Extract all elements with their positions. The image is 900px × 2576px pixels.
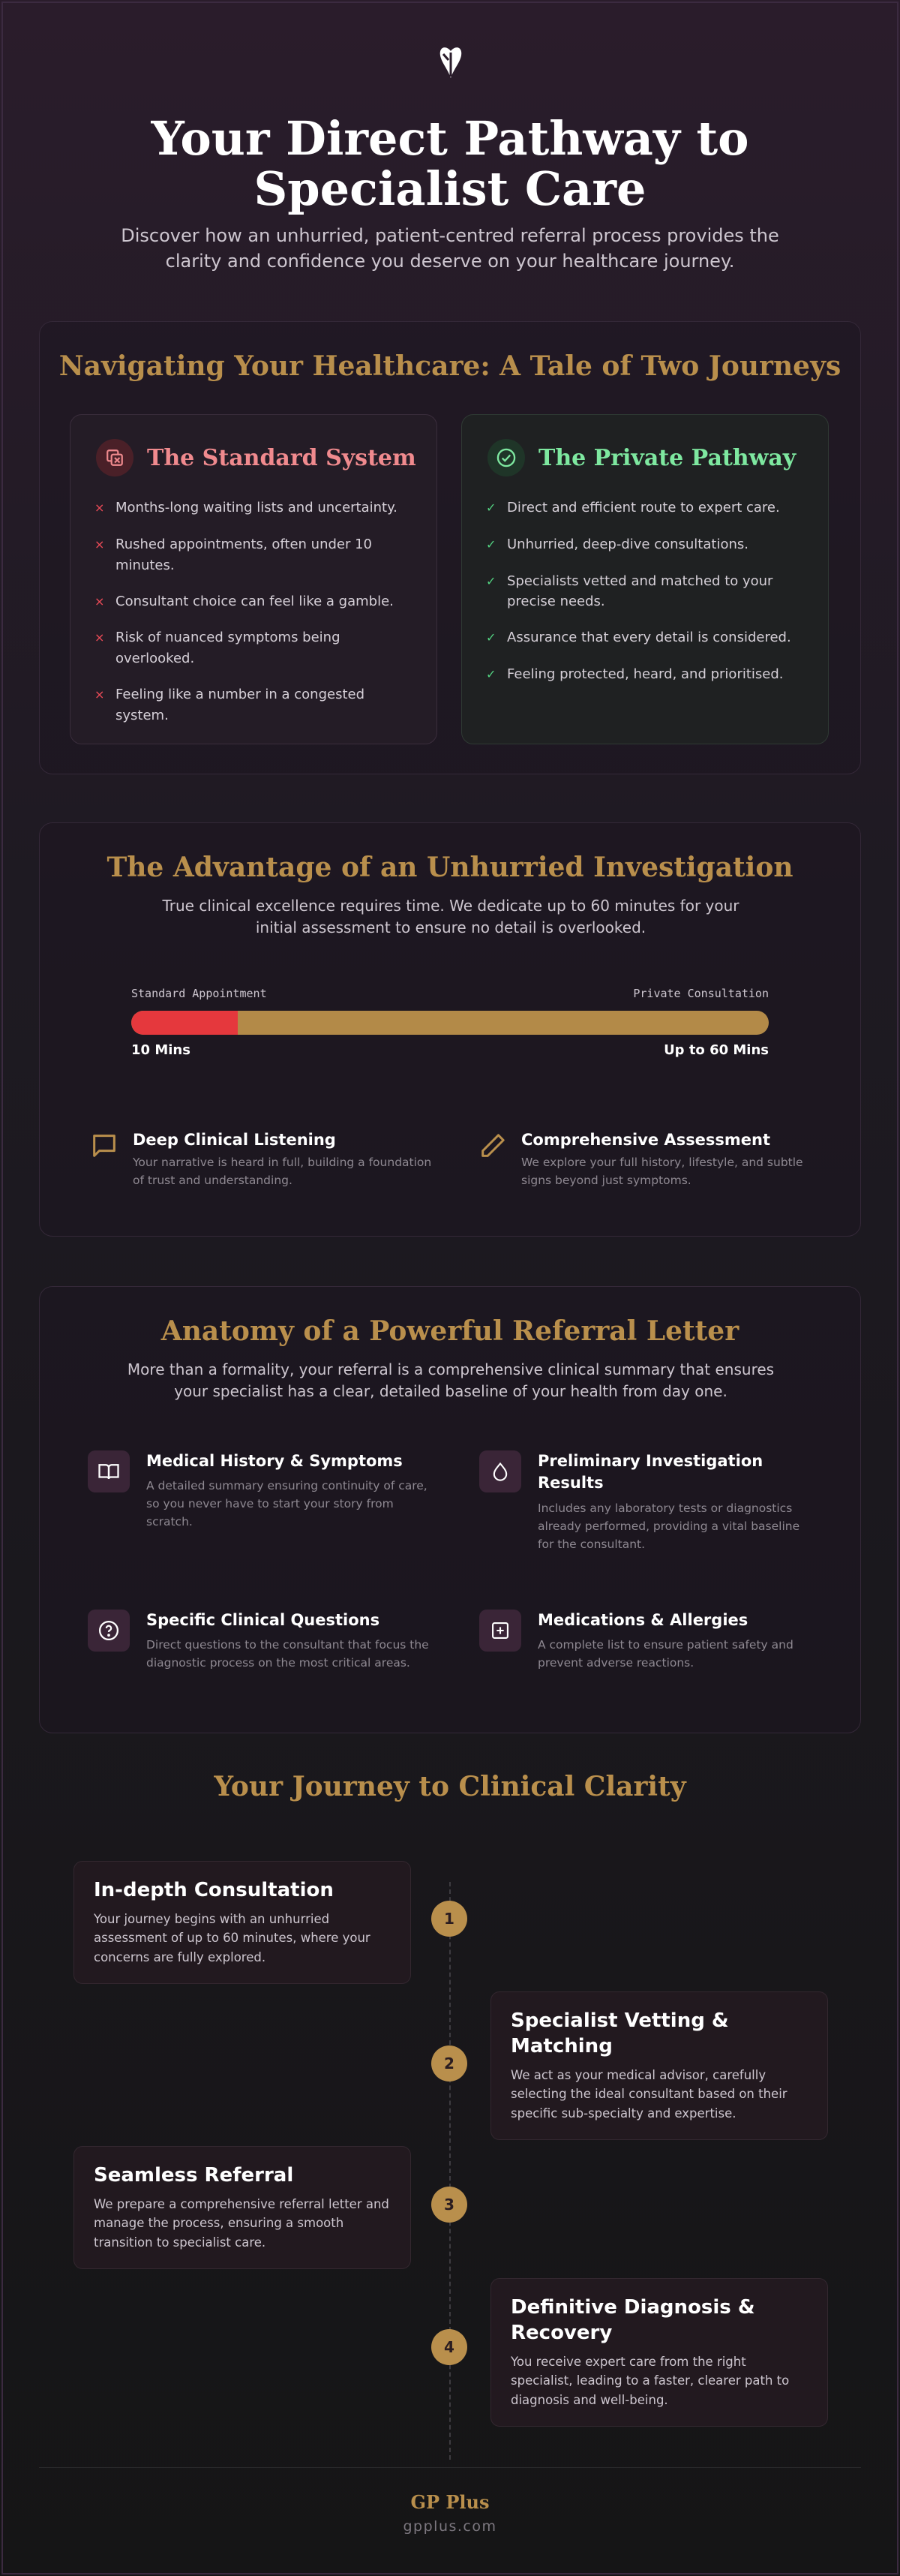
cross-icon: × xyxy=(94,594,105,609)
journeys-title: Navigating Your Healthcare: A Tale of Two Journeys xyxy=(58,350,842,382)
time-comparison-bar xyxy=(131,1011,769,1035)
list-item: × Rushed appointments, often under 10 minutes. xyxy=(94,534,417,576)
page-title: Your Direct Pathway to Specialist Care xyxy=(151,111,749,216)
list-item: × Feeling like a number in a congested system. xyxy=(94,684,417,726)
list-item: ✓ Unhurried, deep-dive consultations. xyxy=(486,534,808,556)
letter-item-desc: A complete list to ensure patient safety and prevent adverse reactions. xyxy=(538,1638,794,1670)
advantage-subtitle: True clinical excellence requires time. We dedicate up to 60 minutes for your initial assessment to ensure no detail is overlooked. xyxy=(162,897,740,936)
feature-comprehensive-assessment xyxy=(478,1131,830,1189)
private-time-value: Up to 60 Mins xyxy=(664,1042,769,1058)
feature-title: Deep Clinical Listening xyxy=(133,1131,336,1149)
check-circle-icon xyxy=(488,439,525,476)
timeline-step-2 xyxy=(490,1991,828,2140)
footer-divider xyxy=(39,2467,861,2468)
check-icon: ✓ xyxy=(486,630,496,645)
standard-system-card xyxy=(70,414,437,744)
advantage-section xyxy=(39,822,861,1237)
journeys-section xyxy=(39,321,861,774)
timeline-step-desc: Your journey begins with an unhurried assessment of up to 60 minutes, where your concerns are fully explored. xyxy=(94,1911,370,1964)
standard-appointment-label: Standard Appointment xyxy=(131,987,267,1000)
check-icon: ✓ xyxy=(486,500,496,515)
list-item: × Risk of nuanced symptoms being overlooked. xyxy=(94,627,417,669)
standard-system-list xyxy=(94,497,417,741)
list-item: ✓ Assurance that every detail is considered. xyxy=(486,627,808,649)
timeline-step-desc: We act as your medical advisor, carefully selecting the ideal consultant based on their specific sub-specialty and expertise. xyxy=(511,2067,788,2121)
letter-item-title: Medications & Allergies xyxy=(538,1611,748,1629)
timeline-step-1 xyxy=(74,1861,411,1984)
list-item: ✓ Direct and efficient route to expert care. xyxy=(486,497,808,519)
cross-icon: × xyxy=(94,537,105,552)
list-item: ✓ Feeling protected, heard, and prioritised. xyxy=(486,664,808,686)
feature-title: Comprehensive Assessment xyxy=(521,1131,771,1149)
standard-time-value: 10 Mins xyxy=(131,1042,190,1058)
letter-item-desc: Includes any laboratory tests or diagnostics already performed, providing a vital baseline for the consultant. xyxy=(538,1501,800,1551)
timeline-step-number: 3 xyxy=(431,2187,467,2223)
timeline-step-desc: We prepare a comprehensive referral letter and manage the process, ensuring a smooth transition to specialist care. xyxy=(94,2196,389,2250)
timeline-step-title: In-depth Consultation xyxy=(94,1879,334,1901)
copy-icon xyxy=(96,439,134,476)
letter-item-desc: Direct questions to the consultant that focus the diagnostic process on the most critical areas. xyxy=(146,1638,429,1670)
chat-bubble-icon xyxy=(89,1131,119,1161)
letter-item-desc: A detailed summary ensuring continuity of care, so you never have to start your story from scratch. xyxy=(146,1479,428,1529)
footer-brand: GP Plus xyxy=(410,2491,490,2513)
timeline-step-desc: You receive expert care from the right specialist, leading to a faster, clearer path to diagnosis and well-being. xyxy=(511,2354,790,2407)
referral-letter-title: Anatomy of a Powerful Referral Letter xyxy=(160,1315,740,1347)
private-pathway-card xyxy=(461,414,829,744)
feature-deep-listening xyxy=(89,1131,442,1189)
heart-shield-logo xyxy=(439,44,463,81)
list-item: ✓ Specialists vetted and matched to your precise needs. xyxy=(486,571,808,613)
timeline-step-number: 1 xyxy=(431,1901,467,1937)
cross-icon: × xyxy=(94,687,105,702)
private-consultation-label: Private Consultation xyxy=(633,987,769,1000)
standard-system-header xyxy=(96,439,416,476)
bar-labels xyxy=(131,987,769,1000)
letter-item-title: Medical History & Symptoms xyxy=(146,1452,403,1470)
page-subtitle: Discover how an unhurried, patient-centred referral process provides the clarity and confidence you deserve on your healthcare journey. xyxy=(121,225,779,272)
timeline-step-3 xyxy=(74,2146,411,2269)
book-icon xyxy=(88,1450,130,1492)
feature-desc: Your narrative is heard in full, building a foundation of trust and understanding. xyxy=(133,1156,432,1188)
footer-url[interactable]: gpplus.com xyxy=(403,2518,497,2535)
timeline-step-title: Specialist Vetting & Matching xyxy=(511,2009,729,2057)
list-item: × Months-long waiting lists and uncertainty. xyxy=(94,497,417,519)
timeline-step-number: 2 xyxy=(431,2045,467,2082)
check-icon: ✓ xyxy=(486,537,496,552)
bar-values xyxy=(131,1042,769,1058)
cross-icon: × xyxy=(94,500,105,515)
plus-square-icon xyxy=(479,1610,521,1652)
timeline-step-4 xyxy=(490,2278,828,2427)
letter-item-investigations xyxy=(479,1450,817,1553)
private-pathway-list xyxy=(486,497,808,701)
referral-letter-section xyxy=(39,1286,861,1733)
list-item: × Consultant choice can feel like a gamble. xyxy=(94,591,417,613)
letter-item-questions xyxy=(88,1610,433,1672)
timeline-step-title: Definitive Diagnosis & Recovery xyxy=(511,2296,755,2344)
timeline-line xyxy=(449,1882,451,2460)
check-icon: ✓ xyxy=(486,667,496,682)
standard-time-fill xyxy=(131,1011,238,1035)
private-pathway-header xyxy=(488,439,796,476)
check-icon: ✓ xyxy=(486,573,496,588)
timeline-step-number: 4 xyxy=(431,2329,467,2365)
cross-icon: × xyxy=(94,630,105,645)
letter-item-title: Specific Clinical Questions xyxy=(146,1611,380,1629)
pencil-icon xyxy=(478,1131,508,1161)
timeline-title: Your Journey to Clinical Clarity xyxy=(214,1771,686,1802)
droplet-icon xyxy=(479,1450,521,1492)
standard-system-title: The Standard System xyxy=(147,444,416,471)
advantage-title: The Advantage of an Unhurried Investigation xyxy=(106,852,794,883)
timeline-step-title: Seamless Referral xyxy=(94,2164,294,2187)
private-pathway-title: The Private Pathway xyxy=(538,444,796,471)
question-circle-icon xyxy=(88,1610,130,1652)
letter-item-medications xyxy=(479,1610,817,1672)
feature-desc: We explore your full history, lifestyle, and subtle signs beyond just symptoms. xyxy=(521,1156,803,1188)
letter-item-title: Preliminary Investigation Results xyxy=(538,1452,764,1492)
letter-item-history xyxy=(88,1450,433,1531)
referral-letter-subtitle: More than a formality, your referral is a comprehensive clinical summary that ensures your specialist has a clear, detailed baseline of your health from day one. xyxy=(127,1360,775,1400)
